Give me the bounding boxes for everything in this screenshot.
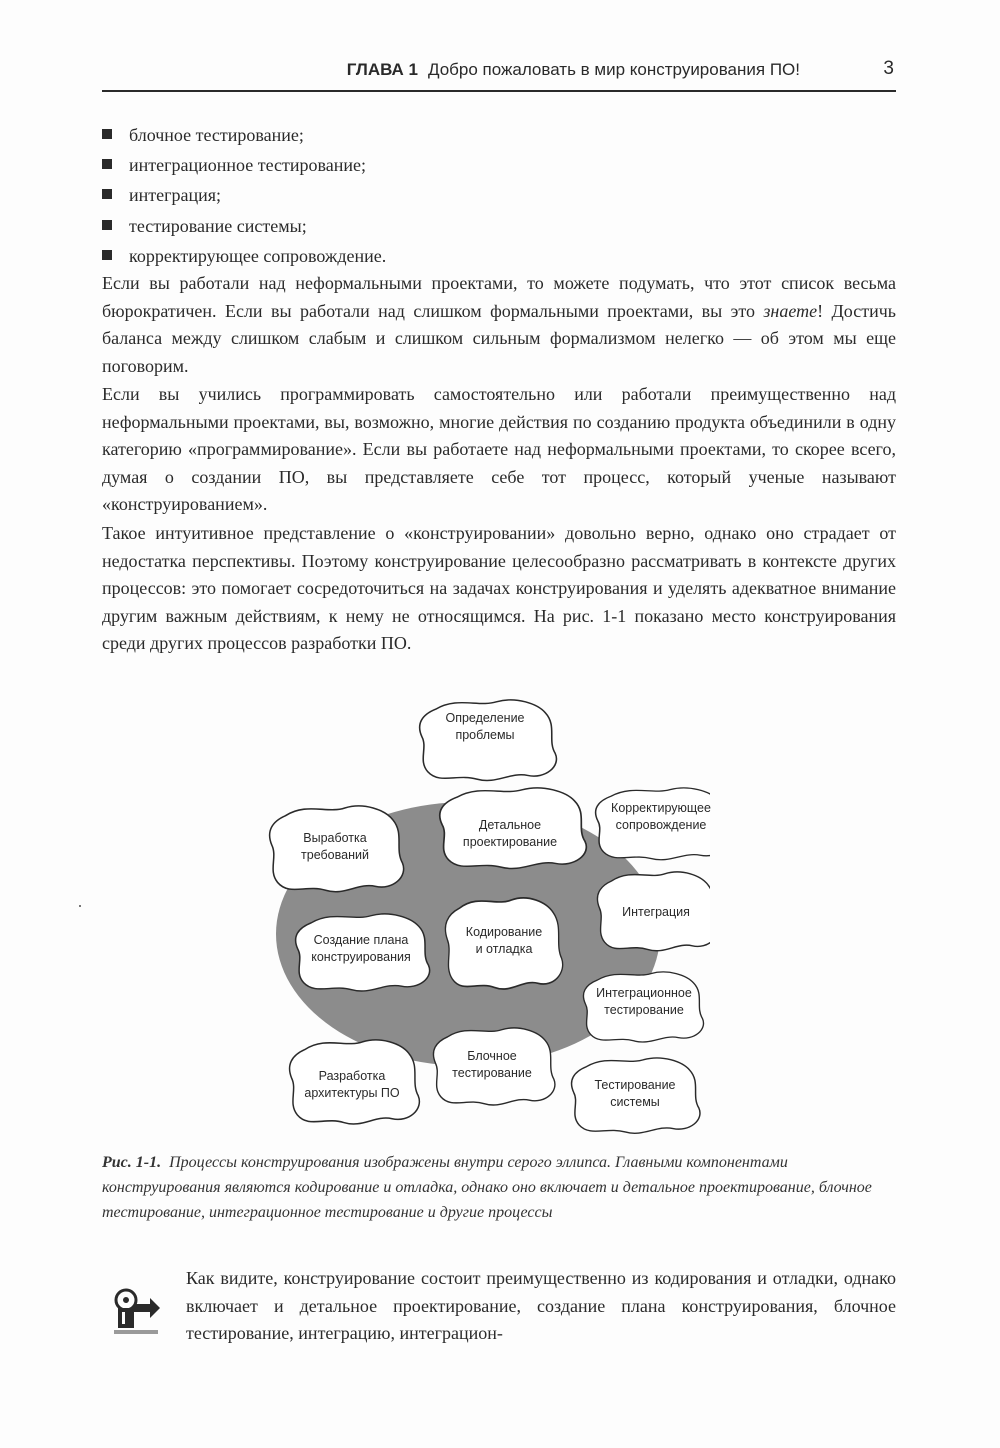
paragraph-3: Такое интуитивное представление о «конструировании» довольно верно, однако оно страдает от недостатка перспективы. Поэтому конструирование целесообразно рассматривать в контексте других процессов: это помогает сосредоточиться на задачах конструирования и уделять адекватное внимание другим важным действиям, к нему не относящимся. На рис. 1-1 показано место конструирования среди других процессов разработки ПО. bbox=[102, 523, 896, 653]
label-detailed-design: Детальное проектирование bbox=[462, 818, 558, 849]
label-coding: Кодирование и отладка bbox=[465, 925, 543, 956]
list-item: тестирование системы; bbox=[102, 211, 896, 241]
paragraph-4: Как видите, конструирование состоит преимущественно из кодирования и отладки, однако включает и детальное проектирование, создание плана конструирования, блочное тестирование, интеграцию, интеграцион- bbox=[186, 1268, 896, 1343]
figure-label: Рис. 1-1. bbox=[102, 1154, 162, 1171]
page-number: 3 bbox=[883, 58, 894, 79]
key-point-icon bbox=[108, 1282, 164, 1338]
scan-speck bbox=[79, 905, 81, 907]
label-system-testing: Тестирование системы bbox=[594, 1078, 676, 1109]
label-problem-definition: Определение проблемы bbox=[445, 711, 525, 742]
paragraph-2: Если вы учились программировать самостоятельно или работали преимущественно над неформальными проектами, вы, возможно, многие действия по созданию продукта объединили в одну категорию «программирование». Если вы работаете над неформальными проектами, то скорее всего, думая о создании ПО, вы представляете себе тот процесс, который ученые называют «конструированием». bbox=[102, 384, 896, 514]
bullet-square-icon bbox=[102, 129, 112, 139]
bullet-square-icon bbox=[102, 250, 112, 260]
construction-diagram bbox=[260, 688, 710, 1138]
paragraph-1: Если вы работали над неформальными проектами, то можете подумать, что этот список весьма бюрократичен. Если вы работали над слишком формальными проектами, вы это знаете! Достичь баланса между слишком слабым и слишком сильным формализмом нелегко — об этом мы еще поговорим. bbox=[102, 273, 896, 376]
running-header bbox=[102, 56, 896, 92]
bullet-list bbox=[102, 120, 896, 271]
label-integration-testing: Интеграционное тестирование bbox=[596, 986, 692, 1017]
list-item: интеграционное тестирование; bbox=[102, 150, 896, 180]
label-maintenance: Корректирующее сопровождение bbox=[611, 801, 711, 832]
list-item: интеграция; bbox=[102, 180, 896, 210]
label-construction-plan: Создание плана конструирования bbox=[311, 933, 411, 964]
label-architecture: Разработка архитектуры ПО bbox=[304, 1069, 400, 1100]
bullet-square-icon bbox=[102, 189, 112, 199]
caption-text: Процессы конструирования изображены внутри серого эллипса. Главными компонентами конструирования являются кодирование и отладка, однако оно включает и детальное проектирование, блочное тестирование, интеграционное тестирование и другие процессы bbox=[102, 1154, 872, 1221]
label-integration: Интеграция bbox=[622, 905, 690, 919]
chapter-heading bbox=[347, 60, 800, 80]
bullet-square-icon bbox=[102, 220, 112, 230]
label-requirements: Выработка требований bbox=[301, 831, 369, 862]
list-item: блочное тестирование; bbox=[102, 120, 896, 150]
label-unit-testing: Блочное тестирование bbox=[452, 1049, 532, 1080]
emphasis-word: знаете bbox=[763, 300, 818, 321]
figure-caption bbox=[102, 1150, 896, 1225]
bullet-square-icon bbox=[102, 159, 112, 169]
chapter-label: ГЛАВА 1 bbox=[346, 60, 418, 79]
list-item: корректирующее сопровождение. bbox=[102, 241, 896, 271]
chapter-title: Добро пожаловать в мир конструирования ПО! bbox=[428, 60, 800, 79]
